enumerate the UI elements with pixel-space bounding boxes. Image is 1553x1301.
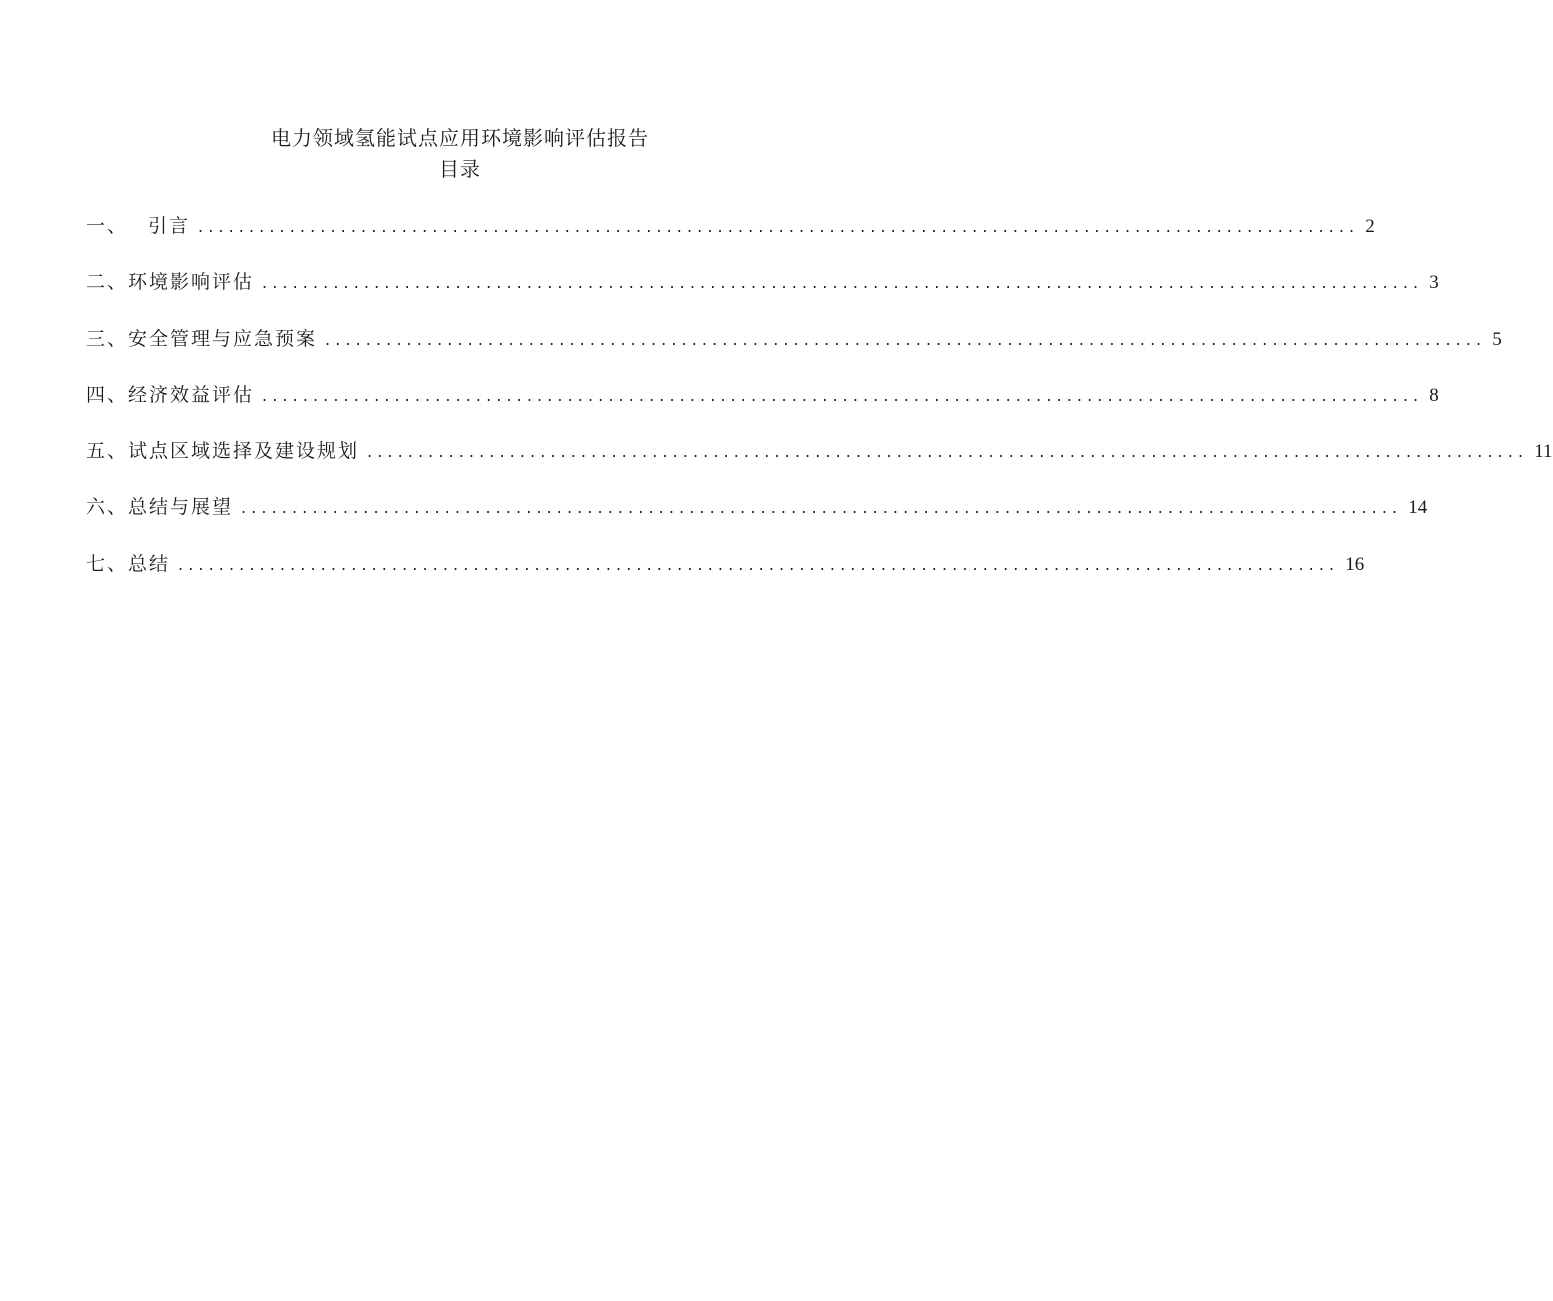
toc-entry-label [86, 321, 317, 357]
toc-entry-title: 总结与展望 [128, 496, 234, 519]
toc-dot-leader: .................................................................................................................. [241, 498, 1403, 518]
toc-entry-number: 二、 [86, 271, 129, 294]
toc-entry-label [86, 546, 170, 582]
toc-entry-title: 安全管理与应急预案 [128, 327, 318, 350]
toc-entry-label [86, 489, 233, 525]
toc-entry-page: 5 [1492, 328, 1502, 350]
toc-dot-leader: .................................................................................................................. [262, 385, 1424, 405]
toc-entry-number: 六、 [86, 496, 129, 519]
toc-dot-leader: .................................................................................................................. [367, 442, 1529, 462]
toc-dot-leader: .................................................................................................................. [262, 273, 1424, 293]
toc-entry-page: 14 [1408, 497, 1428, 519]
toc-entry-environmental-impact[interactable] [86, 264, 1439, 320]
toc-entry-title: 试点区域选择及建设规划 [128, 440, 360, 463]
toc-entry-summary-outlook[interactable] [86, 489, 1428, 545]
table-of-contents [86, 208, 1553, 602]
toc-entry-number: 三、 [86, 327, 129, 350]
toc-entry-label [86, 377, 254, 413]
toc-entry-label [86, 264, 254, 300]
toc-entry-label [86, 433, 359, 469]
toc-entry-safety-management[interactable] [86, 321, 1502, 377]
toc-dot-leader: .................................................................................................................. [198, 217, 1360, 236]
toc-entry-page: 11 [1534, 441, 1553, 463]
toc-entry-page: 16 [1345, 553, 1365, 575]
toc-entry-number: 一、 [86, 215, 129, 237]
toc-entry-title: 环境影响评估 [128, 271, 255, 294]
toc-entry-conclusion[interactable] [86, 546, 1365, 602]
toc-entry-title: 引言 [148, 215, 191, 237]
toc-dot-leader: .................................................................................................................. [178, 554, 1340, 574]
toc-entry-title: 经济效益评估 [128, 383, 255, 406]
toc-entry-page: 8 [1429, 384, 1439, 406]
toc-entry-page: 3 [1429, 272, 1439, 294]
toc-entry-label [86, 208, 190, 244]
toc-heading: 目录 [439, 157, 481, 181]
toc-entry-economic-benefits[interactable] [86, 377, 1439, 433]
toc-entry-number: 四、 [86, 383, 129, 406]
toc-entry-introduction[interactable] [86, 208, 1375, 264]
toc-entry-number: 五、 [86, 440, 129, 463]
toc-entry-site-selection[interactable] [86, 433, 1553, 489]
toc-entry-title: 总结 [128, 552, 171, 575]
document-title: 电力领域氢能试点应用环境影响评估报告 [271, 126, 649, 150]
toc-entry-page: 2 [1365, 216, 1375, 237]
toc-entry-number: 七、 [86, 552, 129, 575]
toc-dot-leader: .................................................................................................................. [325, 329, 1487, 349]
